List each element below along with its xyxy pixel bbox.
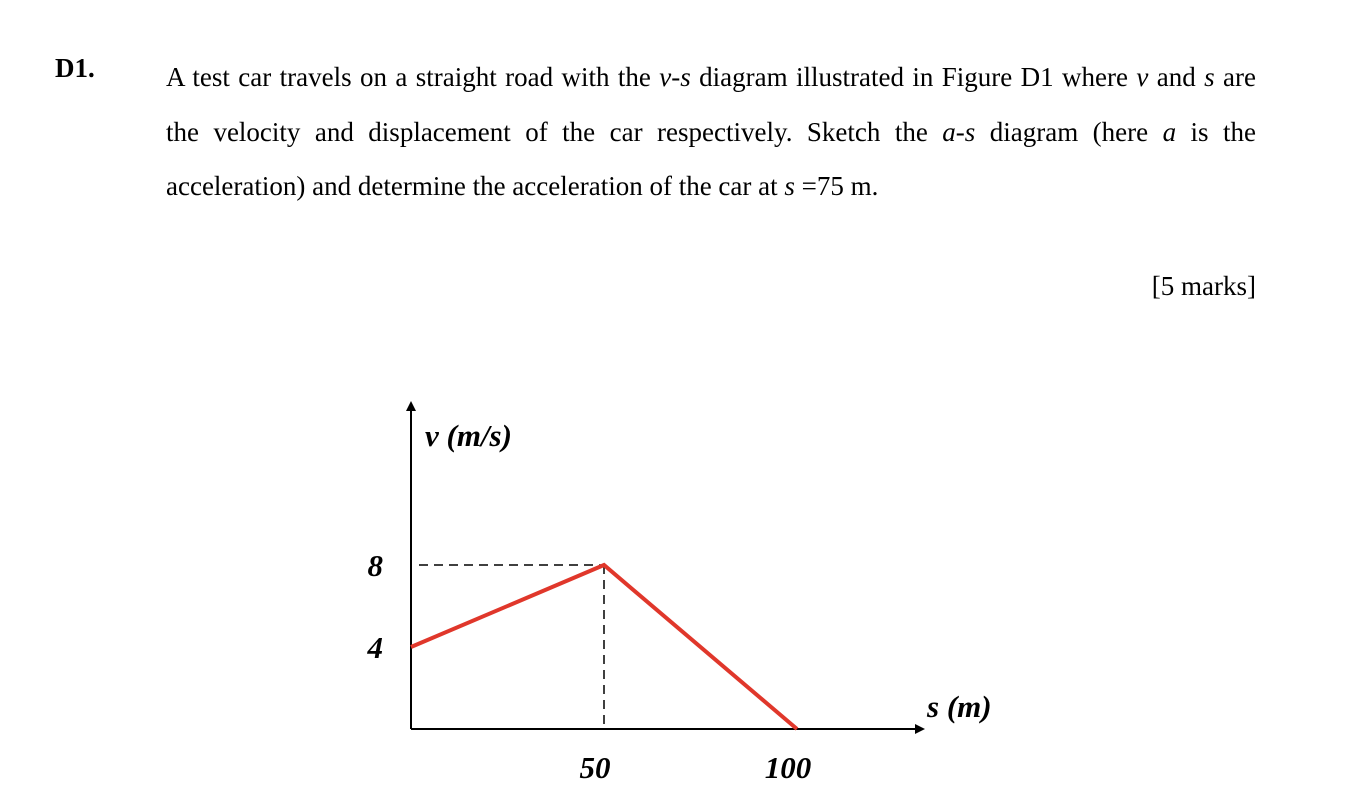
x-tick-label: 100: [764, 750, 812, 785]
text-part: -: [671, 62, 681, 92]
var-s: s: [964, 116, 976, 147]
text-part: diagram illustrated in Figure D1 where: [690, 62, 1137, 92]
var-s: s: [784, 171, 795, 201]
var-v: v: [1136, 62, 1149, 92]
text-part: are the velocity and displacement of the car respectively. Sketch the: [166, 62, 1256, 147]
var-a: a: [1162, 116, 1177, 147]
y-tick-label: 8: [367, 548, 383, 583]
var-a: a: [942, 116, 956, 147]
text-part: and: [1148, 62, 1205, 92]
text-part: diagram (here: [975, 116, 1163, 147]
text-part: =75 m.: [794, 171, 879, 201]
x-tick-label: 50: [579, 750, 611, 785]
y-axis-label: v (m/s): [425, 418, 512, 453]
var-s: s: [1204, 62, 1215, 92]
var-s: s: [680, 62, 691, 92]
question-number: D1.: [55, 53, 95, 83]
y-tick-label: 4: [367, 630, 383, 665]
var-v: v: [659, 62, 672, 92]
text-part: -: [955, 116, 965, 147]
text-part: A test car travels on a straight road with the: [166, 62, 660, 92]
text-part: is the acceleration) and determine the acceleration of the car at: [166, 116, 1256, 201]
marks-label: [5 marks]: [1151, 271, 1256, 301]
x-axis-label: s (m): [927, 689, 992, 724]
